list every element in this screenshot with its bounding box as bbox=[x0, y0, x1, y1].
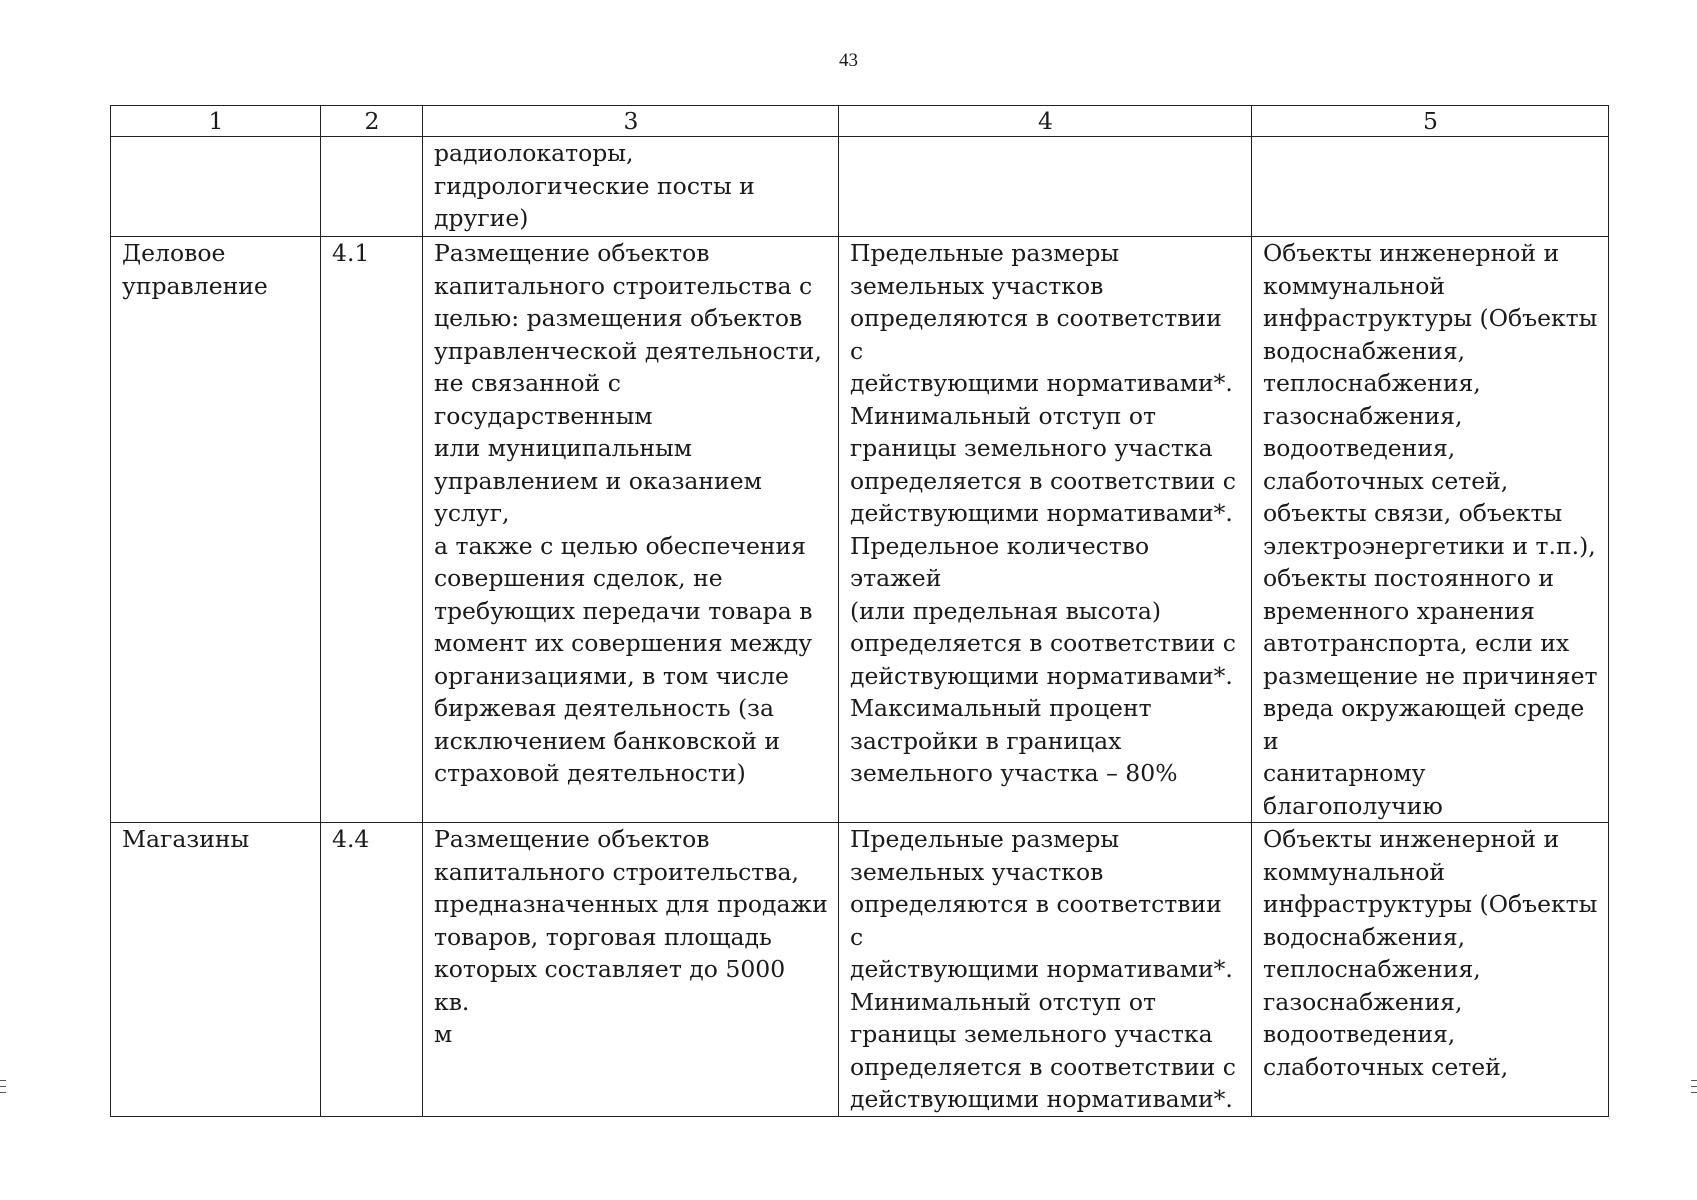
table-row bbox=[111, 823, 1609, 1117]
table-header-row bbox=[111, 106, 1609, 137]
cell-auxiliary-uses bbox=[1252, 137, 1609, 237]
page-number: 43 bbox=[839, 50, 858, 71]
header-cell-1: 1 bbox=[111, 106, 321, 137]
cell-use-description: Размещение объектов капитального строительства, предназначенных для продажи товаров, торговая площадь которых составляет до 5000 кв. м bbox=[423, 823, 839, 1117]
cell-use-code bbox=[321, 137, 423, 237]
scan-edge-mark-right bbox=[1691, 1080, 1697, 1081]
zoning-table bbox=[110, 105, 1609, 1117]
cell-use-name: Деловое управление bbox=[111, 237, 321, 823]
cell-parameters bbox=[839, 137, 1252, 237]
cell-use-description: радиолокаторы, гидрологические посты и другие) bbox=[423, 137, 839, 237]
cell-use-description: Размещение объектов капитального строительства с целью: размещения объектов управленческой деятельности, не связанной с государственным или муниципальным управлением и оказанием услуг, а также с целью обеспечения совершения сделок, не требующих передачи товара в момент их совершения между организациями, в том числе биржевая деятельность (за исключением банковской и страховой деятельности) bbox=[423, 237, 839, 823]
scan-edge-mark-right bbox=[1691, 1086, 1697, 1087]
cell-auxiliary-uses: Объекты инженерной и коммунальной инфраструктуры (Объекты водоснабжения, теплоснабжения, газоснабжения, водоотведения, слаботочных сетей, bbox=[1252, 823, 1609, 1117]
header-cell-2: 2 bbox=[321, 106, 423, 137]
cell-use-code: 4.1 bbox=[321, 237, 423, 823]
cell-parameters: Предельные размеры земельных участков определяются в соответствии с действующими нормативами*. Минимальный отступ от границы земельного участка определяется в соответствии с действующими нормативами*. bbox=[839, 823, 1252, 1117]
scan-edge-mark-right bbox=[1691, 1092, 1697, 1093]
cell-use-name bbox=[111, 137, 321, 237]
cell-use-name: Магазины bbox=[111, 823, 321, 1117]
table-row bbox=[111, 237, 1609, 823]
cell-parameters: Предельные размеры земельных участков определяются в соответствии с действующими нормативами*. Минимальный отступ от границы земельного участка определяется в соответствии с действующими нормативами*. Предельное количество этажей (или предельная высота) определяется в соответствии с действующими нормативами*. Максимальный процент застройки в границах земельного участка – 80% bbox=[839, 237, 1252, 823]
cell-auxiliary-uses: Объекты инженерной и коммунальной инфраструктуры (Объекты водоснабжения, теплоснабжения, газоснабжения, водоотведения, слаботочных сетей, объекты связи, объекты электроэнергетики и т.п.), объекты постоянного и временного хранения автотранспорта, если их размещение не причиняет вреда окружающей среде и санитарному благополучию bbox=[1252, 237, 1609, 823]
table-row bbox=[111, 137, 1609, 237]
header-cell-3: 3 bbox=[423, 106, 839, 137]
cell-use-code: 4.4 bbox=[321, 823, 423, 1117]
header-cell-4: 4 bbox=[839, 106, 1252, 137]
header-cell-5: 5 bbox=[1252, 106, 1609, 137]
scan-edge-mark-left bbox=[0, 1080, 6, 1081]
scan-edge-mark-left bbox=[0, 1092, 6, 1093]
scan-edge-mark-left bbox=[0, 1086, 6, 1087]
